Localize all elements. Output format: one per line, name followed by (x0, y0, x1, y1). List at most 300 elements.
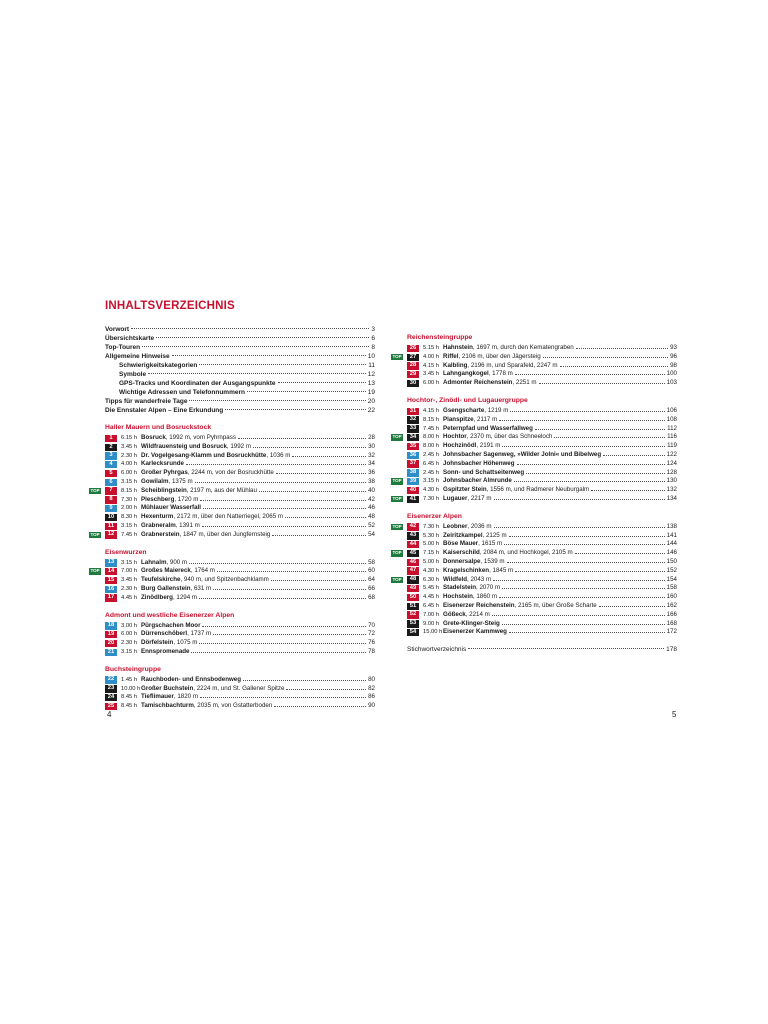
toc-section (105, 665, 375, 711)
top-tour-badge: TOP (392, 523, 402, 529)
tour-number-badge: 33 (407, 425, 419, 432)
tour-page: 168 (666, 619, 677, 627)
tour-name: Hahnstein (443, 344, 473, 351)
toc-label: Top-Touren (105, 344, 141, 351)
tour-page: 28 (368, 434, 375, 441)
tour-row[interactable] (392, 575, 677, 585)
leader-dots (186, 464, 366, 465)
tour-description: , 1375 m (168, 477, 193, 485)
tour-row[interactable] (407, 593, 677, 602)
tour-description: , 940 m, und Spitzenbachklamm (180, 576, 269, 584)
tour-row[interactable] (105, 576, 375, 585)
tour-description: , 1764 m (190, 567, 215, 575)
tour-page: 132 (666, 486, 677, 494)
front-matter-list (105, 325, 375, 415)
tour-page: 46 (368, 504, 375, 512)
toc-entry[interactable] (105, 343, 375, 352)
tour-duration: 8.00 h (423, 443, 440, 450)
tour-duration: 3.15 h (121, 559, 138, 566)
tour-row[interactable] (392, 352, 677, 362)
tour-name: Admonter Reichenstein (443, 379, 513, 387)
leader-dots (543, 357, 668, 358)
tour-duration: 7.30 h (423, 523, 440, 530)
section-title: Eisenwurzen (105, 548, 147, 556)
tour-number-badge: 21 (105, 649, 117, 656)
toc-entry[interactable] (105, 352, 375, 361)
tour-row[interactable] (105, 452, 375, 461)
tour-row[interactable] (407, 567, 677, 576)
tour-number-badge: 34 (407, 434, 419, 441)
toc-entry[interactable] (105, 361, 375, 370)
tour-number-badge: 9 (105, 505, 117, 512)
section-title: Haller Mauern und Bosruckstock (105, 424, 212, 431)
toc-page: 11 (368, 362, 375, 369)
tour-description: , 2197 m, aus der Mühlau (186, 486, 257, 494)
tour-row[interactable] (407, 486, 677, 495)
top-tour-badge: TOP (90, 487, 100, 493)
tour-number-badge: 14 (105, 568, 117, 575)
tour-number-badge: 8 (105, 496, 117, 503)
toc-page: 22 (367, 407, 375, 414)
tour-page: 128 (666, 468, 677, 476)
tour-row[interactable] (407, 469, 677, 478)
tour-name: Leobner (443, 522, 468, 530)
tour-name: Tieflimauer (141, 693, 174, 701)
tour-row[interactable] (105, 469, 375, 478)
tour-page: 76 (368, 639, 375, 647)
tour-description: , 2191 m (476, 442, 501, 450)
tour-row[interactable] (407, 407, 677, 416)
tour-duration: 4.00 h (423, 353, 440, 360)
index-entry[interactable] (407, 645, 677, 654)
tour-number-badge: 25 (105, 703, 117, 710)
tour-row[interactable] (407, 344, 677, 353)
tour-row[interactable] (407, 460, 677, 469)
tour-row[interactable] (105, 630, 375, 639)
tour-duration: 4.30 h (423, 487, 440, 494)
tour-number-badge: 17 (105, 594, 117, 601)
leader-dots (271, 580, 366, 581)
tour-number-badge: 31 (407, 408, 419, 415)
tour-row[interactable] (407, 379, 677, 388)
leader-dots (276, 473, 366, 474)
tour-duration: 4.15 h (423, 362, 440, 369)
leader-dots (253, 447, 366, 448)
leader-dots (510, 411, 664, 412)
tour-duration: 6.00 h (121, 470, 138, 477)
toc-label: Wichtige Adressen und Telefonnummern (119, 389, 245, 396)
toc-entry[interactable] (105, 325, 375, 334)
tour-number-badge: 22 (105, 676, 117, 683)
tour-duration: 2.30 h (121, 640, 138, 647)
tour-name: Johnsbacher Höhenweg (443, 459, 515, 467)
tour-row[interactable] (90, 530, 375, 540)
tour-description: , 2106 m, über den Jägersteig (458, 352, 541, 360)
leader-dots (494, 499, 665, 500)
tour-description: , 2251 m (512, 379, 537, 387)
tour-row[interactable] (105, 443, 375, 452)
tour-description: , 1391 m (175, 521, 200, 529)
tour-name: Gsengscharte (443, 406, 485, 414)
tour-name: Burg Gallenstein (141, 584, 191, 592)
leader-dots (493, 580, 665, 581)
leader-dots (285, 517, 366, 518)
leader-dots (278, 382, 366, 383)
tour-number-badge: 40 (407, 487, 419, 494)
tour-page: 42 (368, 495, 375, 503)
tour-page: 154 (666, 575, 677, 583)
tour-page: 130 (666, 477, 677, 485)
tour-row[interactable] (407, 370, 677, 379)
tour-page: 172 (666, 628, 677, 636)
tour-page: 93 (670, 344, 677, 351)
leader-dots (203, 508, 366, 509)
left-page-number: 4 (107, 710, 112, 719)
tour-row[interactable] (392, 522, 677, 532)
tour-duration: 6.45 h (423, 460, 440, 467)
tour-row[interactable] (407, 540, 677, 549)
tour-name: Riffel (443, 352, 459, 360)
tour-duration: 5.30 h (423, 532, 440, 539)
tour-name: Eisenerzer Kammweg (443, 628, 507, 636)
tour-duration: 7.30 h (121, 496, 138, 503)
leader-dots (575, 553, 665, 554)
leader-dots (504, 544, 665, 545)
tour-name: Hochzinödl (443, 442, 477, 450)
leader-dots (539, 383, 665, 384)
leader-dots (142, 346, 369, 347)
tour-name: Kaiserschild (443, 549, 480, 557)
tour-number-badge: 16 (105, 586, 117, 593)
tour-duration: 7.45 h (121, 531, 138, 538)
toc-entry[interactable] (105, 379, 375, 388)
tour-row[interactable] (407, 451, 677, 460)
tour-description: , 900 m (166, 558, 188, 566)
tour-name: Grabnerstein (141, 530, 180, 538)
tour-row[interactable] (90, 486, 375, 496)
tour-page: 48 (368, 513, 375, 521)
left-sections (90, 423, 375, 711)
leader-dots (272, 535, 366, 536)
toc-page: 20 (367, 398, 375, 405)
tour-name: Tamischbachturm (141, 702, 194, 710)
tour-row[interactable] (392, 477, 677, 486)
leader-dots (468, 648, 664, 649)
tour-duration: 4.00 h (121, 461, 138, 468)
tour-number-badge: 23 (105, 685, 117, 692)
toc-entry[interactable] (105, 388, 375, 397)
tour-name: Böse Mauer (443, 540, 479, 548)
tour-page: 78 (368, 647, 375, 655)
tour-name: Dr. Vogelgesang-Klamm und Bosruckhütte (141, 451, 267, 459)
tour-name: Scheiblingstein (141, 486, 187, 494)
leader-dots (526, 473, 665, 474)
tour-number-badge: 3 (105, 452, 117, 459)
tour-row[interactable] (90, 567, 375, 576)
tour-duration: 8.45 h (121, 694, 138, 701)
tour-name: Peternpfad und Wasserfallweg (443, 424, 533, 432)
tour-duration: 5.00 h (423, 541, 440, 548)
section-title: Admont und westliche Eisenerzer Alpen (105, 611, 235, 619)
tour-row[interactable] (392, 549, 677, 558)
tour-duration: 6.00 h (121, 631, 138, 638)
tour-description: , 1778 m (488, 370, 513, 378)
tour-page: 150 (666, 557, 677, 565)
tour-description: , 631 m (190, 584, 212, 592)
tour-name: Planspitze (443, 415, 474, 423)
tour-name: Grete-Klinger-Steig (443, 619, 500, 627)
tour-number-badge: 7 (105, 487, 117, 494)
tour-page: 152 (666, 566, 677, 574)
leader-dots (274, 706, 366, 707)
tour-row[interactable] (407, 558, 677, 567)
tour-name: Bosruck (141, 434, 166, 441)
leader-dots (200, 500, 366, 501)
toc-section (392, 512, 677, 637)
leader-dots (499, 597, 665, 598)
leader-dots (492, 615, 665, 616)
tour-name: Kalbling (443, 361, 468, 369)
tour-row[interactable] (105, 693, 375, 702)
tour-page: 30 (368, 442, 375, 450)
tour-name: Eisenerzer Reichenstein (443, 601, 515, 609)
tour-number-badge: 18 (105, 622, 117, 629)
tour-number-badge: 19 (105, 631, 117, 638)
tour-duration: 3.15 h (121, 648, 138, 655)
tour-row[interactable] (407, 620, 677, 629)
tour-page: 86 (368, 693, 375, 701)
tour-page: 70 (368, 621, 375, 629)
tour-number-badge: 38 (407, 469, 419, 476)
tour-row[interactable] (105, 676, 375, 685)
leader-dots (591, 490, 665, 491)
toc-page: 13 (367, 380, 375, 387)
toc-entry[interactable] (105, 397, 375, 406)
tour-duration: 8.45 h (121, 703, 138, 710)
tour-duration: 3.15 h (121, 478, 138, 485)
tour-page: 40 (368, 486, 375, 494)
toc-entry[interactable] (105, 334, 375, 343)
tour-page: 58 (368, 558, 375, 566)
toc-page: 6 (371, 335, 375, 342)
leader-dots (217, 571, 366, 572)
top-tour-badge: TOP (392, 576, 402, 582)
tour-number-badge: 29 (407, 371, 419, 378)
tour-duration: 4.45 h (121, 594, 138, 601)
tour-duration: 7.15 h (423, 550, 440, 557)
toc-page: 3 (371, 326, 375, 333)
toc-label: Die Ennstaler Alpen – Eine Erkundung (105, 407, 224, 414)
tour-row[interactable] (392, 433, 677, 442)
tour-page: 158 (666, 584, 677, 592)
tour-page: 108 (666, 415, 677, 423)
tour-duration: 4.45 h (423, 594, 440, 601)
tour-name: Zinödlberg (141, 593, 173, 601)
tour-row[interactable] (105, 594, 375, 603)
tour-description: , 1036 m (266, 451, 291, 459)
leader-dots (502, 446, 665, 447)
top-tour-badge: TOP (90, 531, 100, 537)
tour-row[interactable] (105, 513, 375, 522)
tour-row[interactable] (105, 478, 375, 487)
tour-row[interactable] (105, 522, 375, 531)
leader-dots (191, 652, 366, 653)
tour-duration: 3.00 h (121, 622, 138, 629)
tour-page: 64 (368, 576, 375, 584)
tour-number-badge: 2 (105, 444, 117, 451)
toc-entry[interactable] (105, 406, 375, 415)
tour-number-badge: 27 (407, 354, 419, 361)
toc-entry[interactable] (105, 370, 375, 379)
tour-number-badge: 20 (105, 640, 117, 647)
tour-duration: 2.30 h (121, 585, 138, 592)
tour-name: Mühlauer Wasserfall (141, 504, 201, 512)
leader-dots (554, 437, 665, 438)
tour-row[interactable] (407, 416, 677, 425)
tour-number-badge: 53 (407, 620, 419, 627)
tour-number-badge: 47 (407, 567, 419, 574)
tour-duration: 7.45 h (423, 425, 440, 432)
tour-number-badge: 12 (105, 531, 117, 538)
toc-label: Tipps für wanderfreie Tage (105, 398, 188, 405)
tour-row[interactable] (105, 622, 375, 631)
tour-name: Grabneralm (141, 521, 176, 529)
leader-dots (200, 697, 366, 698)
tour-description: , 1820 m (173, 693, 198, 701)
leader-dots (535, 429, 665, 430)
tour-row[interactable] (105, 685, 375, 694)
tour-row[interactable] (407, 425, 677, 434)
tour-name: Hexenturm (141, 513, 174, 521)
tour-number-badge: 26 (407, 345, 419, 352)
tour-number-badge: 46 (407, 559, 419, 566)
tour-row[interactable] (407, 602, 677, 611)
tour-page: 162 (666, 601, 677, 609)
section-title: Buchsteingruppe (105, 665, 161, 673)
tour-name: Lahngangkogel (443, 370, 489, 378)
tour-description: , 2370 m, über das Schneeloch (466, 433, 553, 441)
tour-page: 124 (666, 459, 677, 467)
tour-page: 138 (666, 522, 677, 530)
tour-page: 103 (666, 379, 677, 387)
leader-dots (238, 438, 366, 439)
tour-duration: 3.15 h (423, 478, 440, 485)
toc-section (392, 333, 677, 388)
leader-dots (202, 526, 366, 527)
tour-number-badge: 52 (407, 611, 419, 618)
tour-page: 116 (667, 433, 677, 441)
tour-row[interactable] (105, 648, 375, 657)
tour-number-badge: 11 (105, 523, 117, 530)
toc-label: Übersichtskarte (105, 335, 155, 342)
tour-row[interactable] (105, 434, 375, 443)
tour-row[interactable] (407, 611, 677, 620)
tour-row[interactable] (407, 442, 677, 451)
tour-number-badge: 32 (407, 416, 419, 423)
leader-dots (131, 328, 369, 329)
tour-row[interactable] (407, 532, 677, 541)
tour-page: 98 (670, 361, 677, 369)
tour-name: Pleschberg (141, 495, 175, 503)
toc-section (90, 423, 375, 540)
tour-description: , 2196 m, und Sparafeld, 2247 m (467, 361, 558, 369)
tour-page: 146 (666, 549, 677, 557)
leader-dots (509, 632, 665, 633)
left-page (90, 300, 375, 711)
tour-duration: 3.45 h (121, 443, 138, 450)
tour-number-badge: 1 (105, 435, 117, 442)
leader-dots (560, 366, 669, 367)
tour-number-badge: 45 (407, 550, 419, 557)
tour-name: Dürrenschöberl (141, 630, 188, 638)
tour-page: 32 (368, 451, 375, 459)
index-section (407, 645, 677, 654)
tour-name: Hochstein (443, 593, 473, 601)
tour-duration: 2.30 h (121, 452, 138, 459)
toc-page: 12 (367, 371, 375, 378)
toc-section (90, 548, 375, 603)
top-tour-badge: TOP (392, 550, 402, 556)
leader-dots (195, 482, 367, 483)
leader-dots (507, 562, 665, 563)
leader-dots (515, 374, 665, 375)
tour-row[interactable] (407, 362, 677, 371)
tour-description: , 2036 m (467, 522, 492, 530)
leader-dots (292, 456, 366, 457)
tour-page: 160 (666, 593, 677, 601)
tour-page: 141 (666, 531, 677, 539)
tour-duration: 3.45 h (423, 371, 440, 378)
tour-row[interactable] (105, 460, 375, 469)
tour-duration: 6.15 h (121, 435, 138, 441)
tour-row[interactable] (392, 494, 677, 504)
tour-row[interactable] (105, 504, 375, 513)
tour-row[interactable] (105, 702, 375, 711)
right-page-number: 5 (672, 710, 677, 719)
tour-row[interactable] (407, 584, 677, 593)
tour-description: , 2217 m (467, 494, 492, 502)
tour-name: Ennspromenade (141, 647, 190, 655)
toc-label: Vorwort (105, 326, 130, 333)
tour-description: , 2224 m, und St. Gallener Spitze (193, 684, 285, 692)
tour-row[interactable] (407, 628, 677, 637)
tour-duration: 8.15 h (423, 416, 440, 423)
tour-name: Großer Buchstein (141, 684, 194, 692)
tour-description: , 1615 m (478, 540, 503, 548)
section-title: Reichensteingruppe (407, 334, 473, 341)
tour-name: Dörfelstein (141, 639, 174, 647)
tour-name: Donnersalpe (443, 557, 481, 565)
toc-label: GPS-Tracks und Koordinaten der Ausgangspunkte (119, 380, 276, 387)
tour-description: , 1847 m, über den Jungfernsteig (179, 530, 271, 538)
tour-duration: 5.45 h (423, 585, 440, 592)
tour-row[interactable] (105, 559, 375, 568)
tour-description: , 1860 m (472, 593, 497, 601)
tour-page: 60 (368, 567, 375, 575)
toc-label: Allgemeine Hinweise (105, 353, 170, 360)
tour-row[interactable] (105, 496, 375, 505)
tour-name: Gößeck (443, 610, 466, 618)
tour-duration: 2.45 h (423, 451, 440, 458)
tour-number-badge: 10 (105, 514, 117, 521)
leader-dots (576, 348, 668, 349)
tour-number-badge: 41 (407, 496, 419, 503)
tour-row[interactable] (105, 585, 375, 594)
leader-dots (517, 464, 665, 465)
tour-row[interactable] (105, 639, 375, 648)
tour-page: 100 (666, 370, 677, 378)
tour-number-badge: 28 (407, 362, 419, 369)
